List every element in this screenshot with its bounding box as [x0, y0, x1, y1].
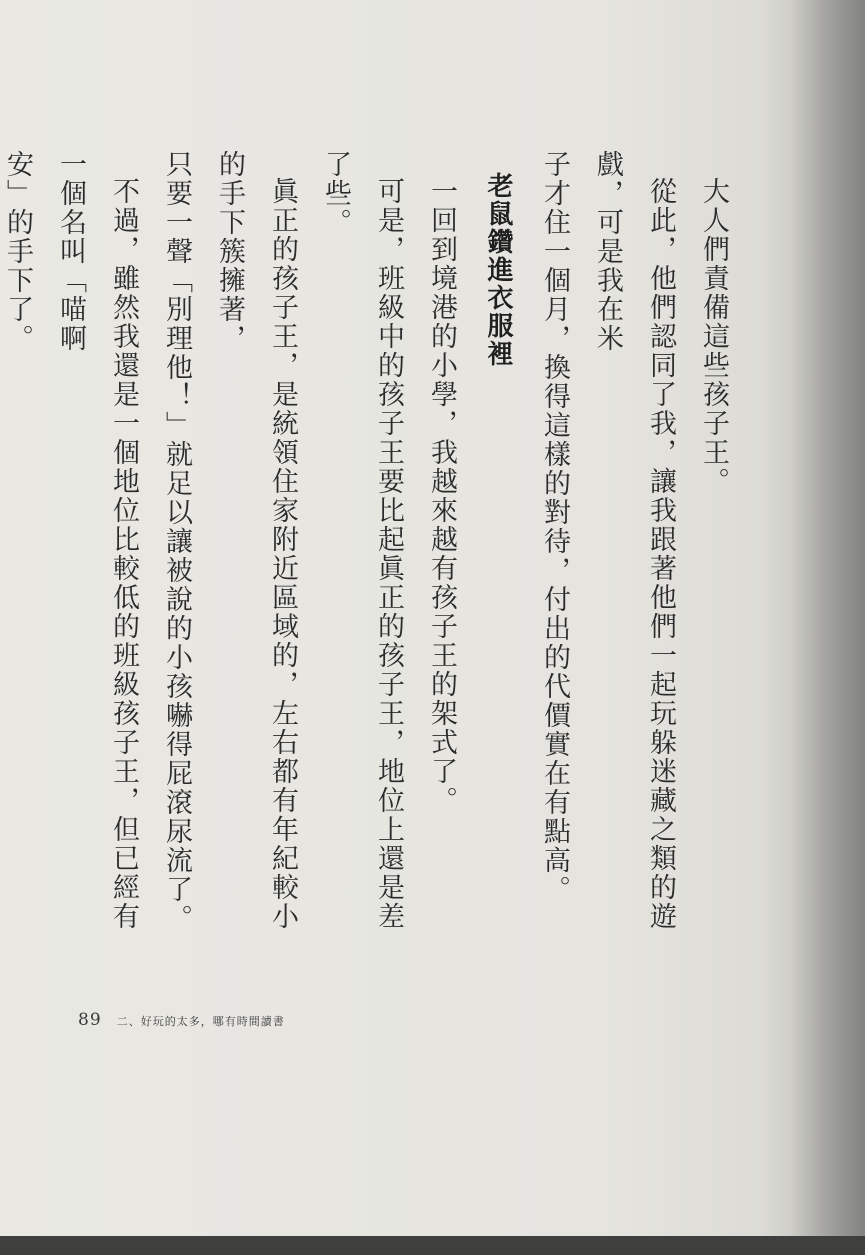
paragraph: 從此，他們認同了我，讓我跟著他們一起玩躲迷藏之類的遊戲，可是我在米 子才住一個月，換得這樣的對待，付出的代價實在有點高。: [539, 150, 676, 931]
paragraph: 一回到境港的小學，我越來越有孩子王的架式了。: [426, 177, 457, 815]
vertical-text-body: [2, 150, 740, 950]
page-number: 89: [78, 1010, 102, 1030]
paragraph: 眞正的孩子王，是統領住家附近區域的，左右都有年紀較小的手下簇擁著， 只要一聲「別理他！」就足以讓被說的小孩嚇得屁滾尿流了。: [161, 150, 298, 933]
paragraph: 不過，雖然我還是一個地位比較低的班級孩子王，但已經有一個名叫「喵啊 安」的手下了。: [2, 150, 139, 931]
page-gutter-shadow: [790, 0, 865, 1236]
paragraph: 大人們責備這些孩子王。: [698, 177, 729, 496]
paragraph: 可是，班級中的孩子王要比起眞正的孩子王，地位上還是差了些。: [320, 150, 404, 931]
scan-bottom-edge: [0, 1236, 865, 1255]
section-heading: 老鼠鑽進衣服裡: [483, 172, 513, 368]
running-title: 二、好玩的太多，哪有時間讀書: [116, 1015, 285, 1028]
page-footer: [78, 1010, 285, 1030]
